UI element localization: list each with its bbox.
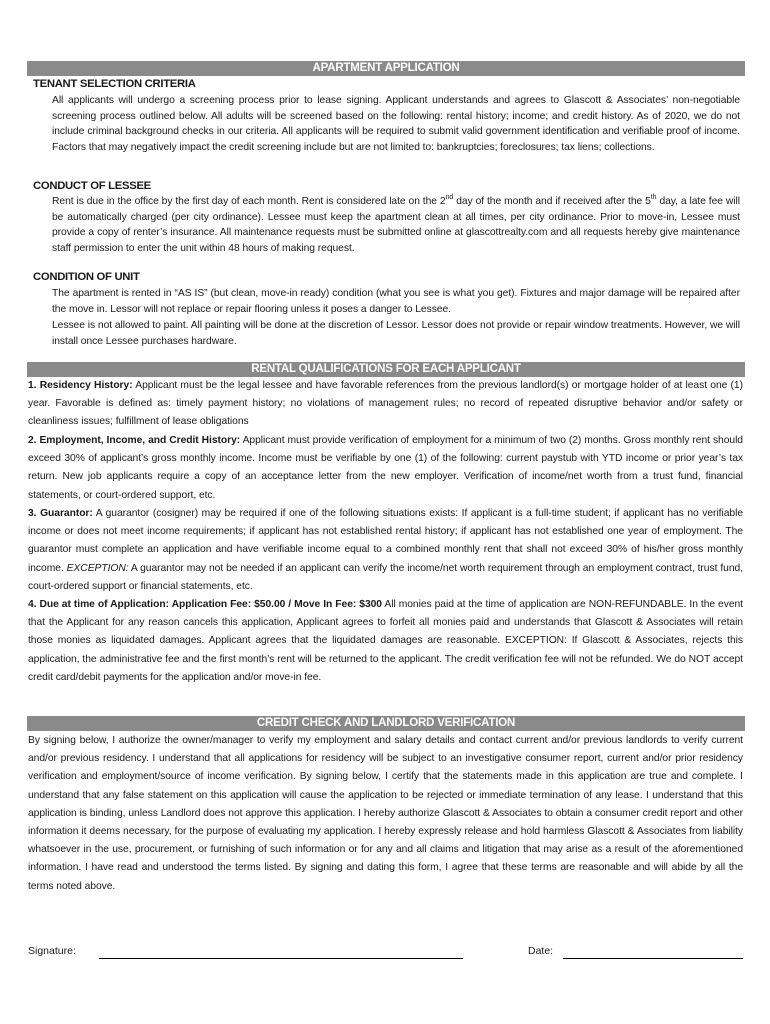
signature-line[interactable] <box>99 958 463 959</box>
qualification-4: 4. Due at time of Application: Application Fee: $50.00 / Move In Fee: $300 All monies paid at the time of application are NON-REFUNDABLE. In the event that the Applicant for any reason cancels this application, Applicant agrees to forfeit all monies paid and understands that Glascott & Associates will retain those monies as liquidated damages. Applicant agrees that the liquidated damages are reasonable. EXCEPTION: If Glascott & Associates, rejects this application, the administrative fee and the first month’s rent will be returned to the applicant. The credit verification fee will not be refunded. We do NOT accept credit card/debit payments for the application and/or move-in fee. <box>28 599 743 683</box>
condition-text-2: Lessee is not allowed to paint. All painting will be done at the discretion of Lessor. Lessor does not provide or repair window treatments. However, we will install once Lessee purchases hardware. <box>52 320 740 347</box>
date-line[interactable] <box>563 958 743 959</box>
conduct-text: Rent is due in the office by the first day of each month. Rent is considered late on the 2nd day of the month and if received after the 5th day, a late fee will be automatically charged (per city ordinance). Lessee must keep the apartment clean at all times, per city ordinance. Prior to move-in, Lessee must provide a copy of renter’s insurance. All maintenance requests must be submitted online at glascottrealty.com and all requests hereby give maintenance staff permission to enter the unit within 48 hours of making request. <box>52 194 740 254</box>
qualification-3: 3. Guarantor: A guarantor (cosigner) may be required if one of the following situations exists: If applicant is a full-time student; if applicant has no verifiable income or does not meet income requirements; if applicant has not established rental history; if applicant has not established one year of employment. The guarantor must complete an application and have verifiable income equal to a combined monthly rent that shall not exceed 30% of his/her gross monthly income. EXCEPTION: A guarantor may not be needed if an applicant can verify the income/net worth requirement through an employment contract, trust fund, court-ordered support or financial statements, etc. <box>28 508 744 592</box>
title-bar: APARTMENT APPLICATION <box>27 61 745 76</box>
condition-heading: CONDITION OF UNIT <box>33 271 140 283</box>
qualification-2: 2. Employment, Income, and Credit History: Applicant must provide verification of employment for a minimum of two (2) months. Gross monthly rent should exceed 30% of applicant’s gross monthly income. Income must be verifiable by one (1) of the following: current paystub with YTD income or prior year’s tax return. New job applicants require a copy of an acceptance letter from the new employer. Verification of income/net worth from a trust fund, financial statements, or court-ordered support, etc. <box>28 435 743 501</box>
signature-label: Signature: <box>28 945 76 957</box>
tenant-selection-heading: TENANT SELECTION CRITERIA <box>33 78 196 90</box>
conduct-heading: CONDUCT OF LESSEE <box>33 180 151 192</box>
rental-qualifications-bar: RENTAL QUALIFICATIONS FOR EACH APPLICANT <box>27 362 745 377</box>
date-label: Date: <box>528 945 554 957</box>
condition-text-1: The apartment is rented in “AS IS” (but clean, move-in ready) condition (what you see is what you get). Fixtures and major damage will be repaired after the move in. Lessor will not replace or repair flooring unless it poses a danger to Lessee. <box>52 288 740 315</box>
tenant-selection-text: All applicants will undergo a screening process prior to lease signing. Applicant understands and agrees to Glascott & Associates’ non-negotiable screening process outlined below. All adults will be screened based on the following: rental history; income; and credit history. As of 2020, we do not include criminal background checks in our criteria. All applicants will be required to submit valid government identification and verifiable proof of income. Factors that may negatively impact the credit screening include but are not limited to: bankruptcies; foreclosures; tax liens; collections. <box>52 95 740 153</box>
credit-check-bar: CREDIT CHECK AND LANDLORD VERIFICATION <box>27 716 745 731</box>
credit-check-text: By signing below, I authorize the owner/manager to verify my employment and salary details and contact current and/or previous landlords to verify current and/or previous residency. I understand that all applications for residency will be subject to an investigative consumer report, current and/or prior residency verification and employment/source of income verification. By signing below, I certify that the statements made in this application are true and complete. I understand that any false statement on this application will cause the application to be rejected or immediate termination of any lease. I understand that this application is binding, unless Landlord does not approve this application. I hereby authorize Glascott & Associates to obtain a consumer credit report and other information it deems necessary, for the purpose of evaluating my application. I hereby expressly release and hold harmless Glascott & Associates from liability whatsoever in the use, procurement, or furnishing of such information or for any and all claims and litigation that may arise as a result of the aforementioned information. I have read and understood the terms listed. By signing and dating this form, I agree that these terms are reasonable and will abide by all the terms noted above. <box>28 735 743 892</box>
qualification-1: 1. Residency History: Applicant must be the legal lessee and have favorable references from the previous landlord(s) or mortgage holder of at least one (1) year. Favorable is defined as: timely payment history; no violations of management rules; no record of repeated disruptive behavior and/or safety or cleanliness issues; fulfillment of lease obligations <box>28 380 743 428</box>
